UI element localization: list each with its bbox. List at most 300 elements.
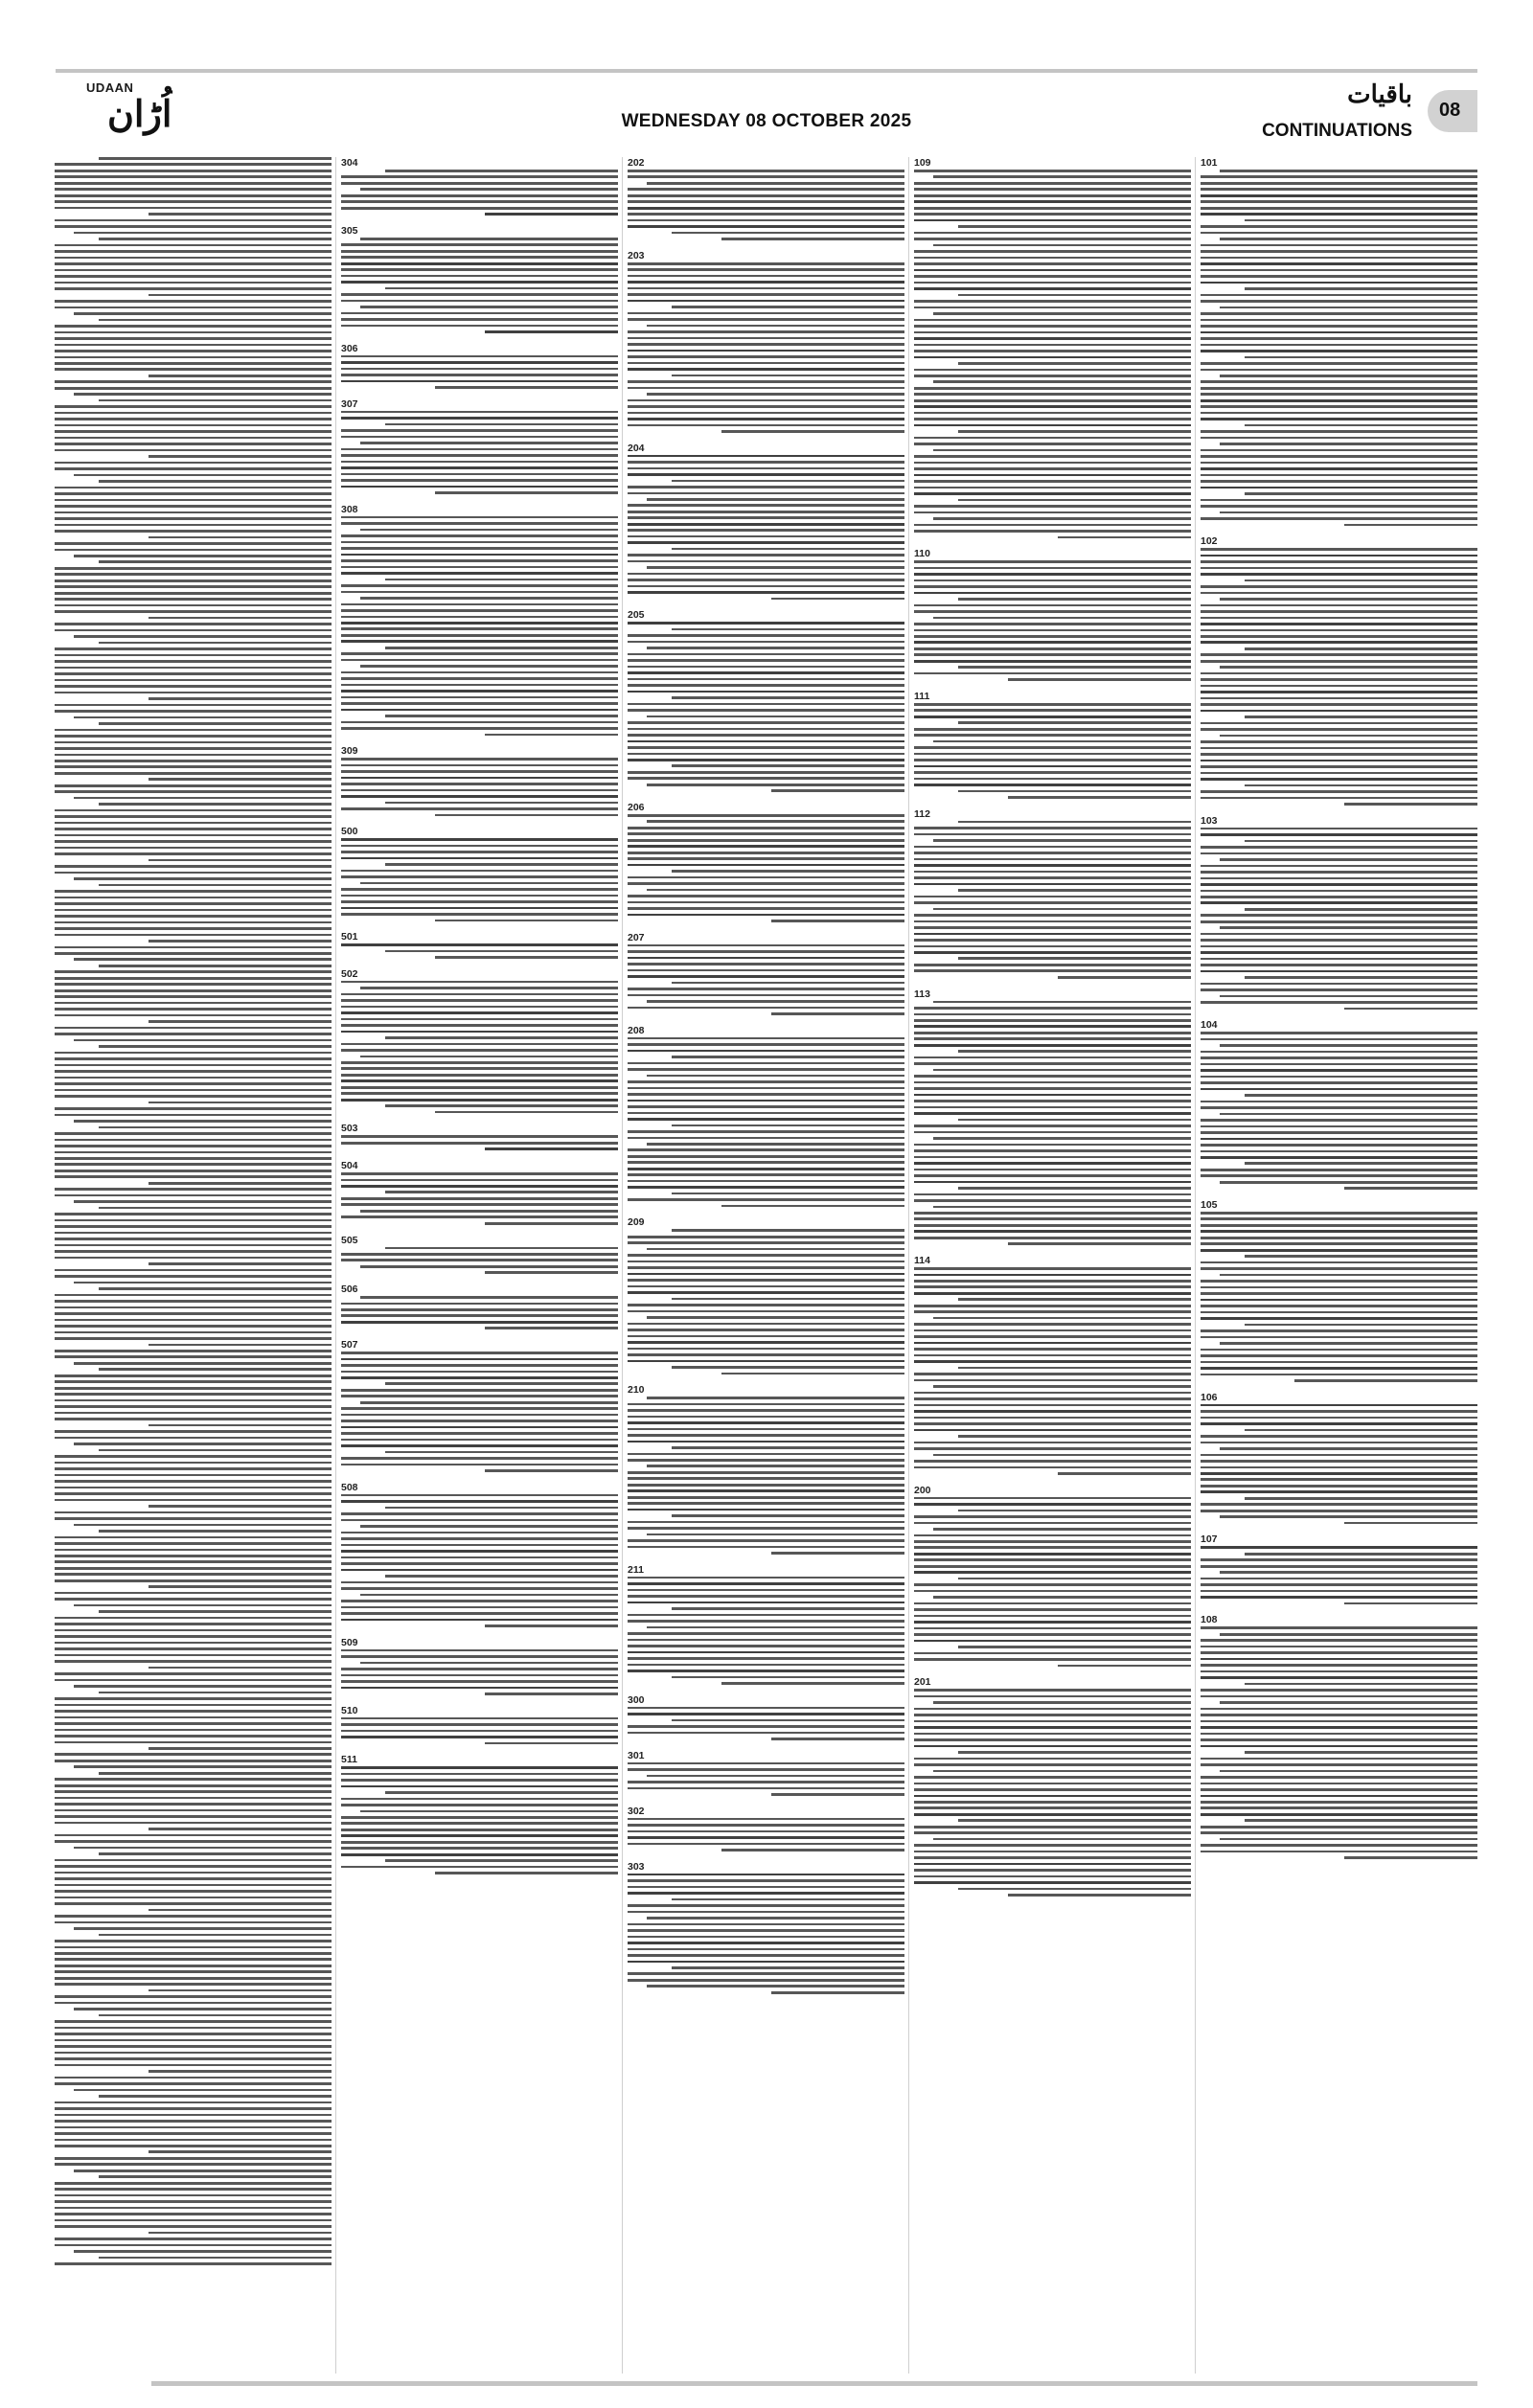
text-line (99, 2175, 332, 2178)
text-line (628, 207, 904, 210)
text-line (628, 1080, 904, 1083)
text-line (55, 840, 332, 843)
text-line (1201, 1038, 1477, 1041)
text-line (149, 1747, 332, 1750)
text-line (1201, 188, 1477, 191)
text-line (55, 2132, 332, 2135)
text-line (771, 1991, 904, 1994)
text-line (1201, 1063, 1477, 1066)
continuation-item (914, 988, 1191, 1245)
text-line (933, 449, 1191, 452)
text-line (1201, 462, 1477, 465)
text-line (1245, 1255, 1477, 1258)
text-line (1201, 760, 1477, 762)
text-line (914, 1230, 1191, 1233)
text-line (99, 1852, 332, 1855)
text-line (914, 1217, 1191, 1220)
continuation-item (914, 1485, 1191, 1668)
text-line (341, 1457, 618, 1460)
text-line (914, 1310, 1191, 1313)
text-line (628, 1954, 904, 1957)
text-line (55, 530, 332, 533)
text-line (55, 573, 332, 576)
urdu-text-block (628, 622, 904, 792)
text-line (628, 1582, 904, 1585)
text-line (628, 1657, 904, 1660)
text-line (341, 256, 618, 259)
text-line (55, 729, 332, 732)
text-line (55, 517, 332, 520)
text-line (341, 838, 618, 841)
text-line (341, 1532, 618, 1534)
text-line (1245, 579, 1477, 582)
continuation-number: 201 (914, 1676, 931, 1689)
text-line (341, 1308, 618, 1311)
text-line (74, 312, 332, 315)
text-line (914, 1615, 1191, 1618)
continuation-number: 301 (628, 1749, 645, 1761)
continuation-item (1201, 1019, 1477, 1190)
text-line (55, 1722, 332, 1725)
text-line (99, 1126, 332, 1129)
text-line (914, 1826, 1191, 1829)
text-line (914, 1738, 1191, 1741)
text-line (55, 834, 332, 837)
text-line (74, 716, 332, 719)
text-line (914, 194, 1191, 197)
text-line (1245, 1497, 1477, 1500)
text-line (341, 1049, 618, 1052)
text-line (55, 1250, 332, 1253)
text-line (628, 1732, 904, 1735)
text-line (1201, 1101, 1477, 1103)
text-line (1201, 1174, 1477, 1177)
text-line (628, 1273, 904, 1276)
continuation-number: 300 (628, 1693, 645, 1706)
continuation-number: 107 (1201, 1533, 1218, 1546)
text-line (55, 300, 332, 303)
urdu-text-block (628, 455, 904, 601)
text-line (628, 1155, 904, 1158)
text-line (1008, 678, 1191, 681)
text-line (628, 1050, 904, 1053)
text-line (914, 1267, 1191, 1270)
text-line (360, 987, 618, 989)
text-line (628, 753, 904, 756)
text-line (628, 424, 904, 427)
text-line (55, 1983, 332, 1986)
text-line (914, 833, 1191, 836)
text-line (55, 2101, 332, 2104)
continuation-number: 208 (628, 1024, 645, 1036)
text-line (672, 375, 904, 377)
text-line (341, 591, 618, 594)
text-line (1201, 380, 1477, 383)
text-line (628, 1886, 904, 1889)
text-line (914, 1881, 1191, 1884)
text-line (55, 790, 332, 793)
text-line (914, 1037, 1191, 1040)
text-line (1201, 1138, 1477, 1141)
text-line (914, 1124, 1191, 1127)
text-line (914, 629, 1191, 632)
text-line (1201, 175, 1477, 178)
text-line (55, 462, 332, 465)
text-line (914, 1447, 1191, 1450)
text-line (914, 524, 1191, 527)
text-line (914, 207, 1191, 210)
text-line (914, 1156, 1191, 1159)
text-line (628, 678, 904, 681)
text-line (55, 207, 332, 210)
text-line (341, 727, 618, 730)
text-line (74, 958, 332, 961)
text-line (1245, 287, 1477, 290)
text-line (914, 560, 1191, 563)
text-line (647, 498, 904, 501)
text-line (341, 1581, 618, 1584)
text-line (1201, 1056, 1477, 1059)
text-line (647, 1143, 904, 1146)
text-line (55, 2039, 332, 2042)
text-line (628, 1972, 904, 1975)
text-line (99, 2095, 332, 2098)
text-line (914, 418, 1191, 420)
text-line (721, 1849, 904, 1851)
text-line (55, 1560, 332, 1563)
text-line (914, 262, 1191, 265)
text-line (958, 362, 1191, 365)
text-line (341, 1259, 618, 1261)
text-line (1201, 1217, 1477, 1220)
text-line (914, 1280, 1191, 1283)
text-line (435, 386, 618, 389)
text-line (1201, 1758, 1477, 1761)
text-line (914, 1106, 1191, 1109)
text-line (628, 1148, 904, 1151)
text-line (385, 863, 618, 866)
text-line (914, 480, 1191, 483)
text-line (360, 1056, 618, 1058)
text-line (55, 1467, 332, 1470)
text-line (914, 1329, 1191, 1332)
text-line (958, 598, 1191, 601)
text-line (1201, 641, 1477, 644)
text-line (99, 1368, 332, 1371)
text-line (958, 1050, 1191, 1053)
text-line (628, 523, 904, 526)
continuation-number: 103 (1201, 814, 1218, 827)
text-line (341, 709, 618, 712)
text-line (933, 244, 1191, 247)
text-line (914, 1851, 1191, 1853)
text-line (914, 1553, 1191, 1556)
continuation-item (1201, 1533, 1477, 1604)
urdu-text-block (628, 1762, 904, 1796)
text-line (1220, 666, 1477, 669)
text-line (1201, 772, 1477, 775)
text-line (1201, 728, 1477, 731)
text-line (914, 393, 1191, 396)
text-line (1058, 1472, 1191, 1475)
continuation-number: 110 (914, 548, 930, 560)
text-line (914, 728, 1191, 731)
text-line (55, 1145, 332, 1147)
text-line (149, 1909, 332, 1912)
text-line (647, 889, 904, 892)
text-line (55, 344, 332, 347)
text-line (1201, 362, 1477, 365)
text-line (914, 1422, 1191, 1425)
text-line (55, 430, 332, 433)
text-line (628, 1279, 904, 1282)
text-line (914, 1758, 1191, 1761)
text-line (149, 1667, 332, 1670)
text-line (1201, 1081, 1477, 1084)
text-line (55, 1970, 332, 1973)
text-line (55, 1337, 332, 1340)
text-line (55, 921, 332, 924)
text-line (341, 1562, 618, 1565)
text-line (55, 262, 332, 265)
text-line (628, 1577, 904, 1579)
text-line (914, 350, 1191, 352)
text-line (672, 1366, 904, 1369)
text-line (914, 1417, 1191, 1420)
text-line (1201, 480, 1477, 483)
urdu-text-block (628, 262, 904, 433)
continuation-number: 108 (1201, 1614, 1218, 1626)
text-line (341, 1092, 618, 1095)
continuation-item (628, 1384, 904, 1555)
text-line (1201, 883, 1477, 886)
text-line (149, 2232, 332, 2235)
text-line (341, 622, 618, 625)
text-line (1201, 1695, 1477, 1698)
text-line (1201, 1806, 1477, 1809)
text-line (341, 1766, 618, 1769)
text-line (55, 1542, 332, 1545)
text-line (628, 777, 904, 780)
text-line (55, 1219, 332, 1222)
text-line (55, 1697, 332, 1700)
text-line (958, 721, 1191, 724)
text-line (958, 889, 1191, 892)
text-line (628, 1620, 904, 1623)
text-line (485, 1271, 618, 1274)
text-line (341, 516, 618, 519)
text-line (55, 1642, 332, 1645)
text-line (914, 1720, 1191, 1723)
text-line (914, 647, 1191, 650)
continuation-number: 202 (628, 157, 645, 169)
text-line (55, 977, 332, 980)
text-line (1201, 765, 1477, 768)
text-line (55, 1921, 332, 1924)
text-line (914, 1658, 1191, 1661)
text-line (914, 188, 1191, 191)
text-line (55, 1114, 332, 1117)
text-line (914, 1174, 1191, 1177)
text-line (55, 467, 332, 470)
text-line (628, 1112, 904, 1115)
text-line (914, 1410, 1191, 1413)
text-line (628, 467, 904, 470)
continuation-number: 506 (341, 1284, 358, 1296)
text-line (914, 1274, 1191, 1277)
text-line (1201, 970, 1477, 973)
text-line (55, 1499, 332, 1502)
text-line (1201, 828, 1477, 830)
text-line (341, 870, 618, 873)
text-line (1201, 430, 1477, 433)
text-line (672, 628, 904, 631)
text-line (914, 170, 1191, 172)
text-line (55, 1082, 332, 1085)
text-line (55, 1275, 332, 1278)
text-line (1201, 1224, 1477, 1227)
text-line (341, 1804, 618, 1806)
urdu-text-block (1201, 1404, 1477, 1525)
text-line (341, 281, 618, 284)
urdu-text-block (628, 1037, 904, 1208)
text-line (99, 480, 332, 483)
text-line (99, 2014, 332, 2017)
text-line (1344, 1522, 1477, 1525)
text-line (341, 1834, 618, 1837)
text-line (55, 2200, 332, 2203)
text-line (341, 584, 618, 587)
text-line (628, 573, 904, 576)
text-line (1201, 275, 1477, 278)
text-line (55, 282, 332, 284)
text-line (99, 2257, 332, 2260)
text-line (360, 1210, 618, 1213)
text-line (628, 188, 904, 191)
text-line (360, 529, 618, 532)
text-line (55, 1387, 332, 1390)
text-line (55, 356, 332, 359)
text-line (341, 417, 618, 420)
text-line (628, 895, 904, 897)
text-line (341, 1185, 618, 1188)
text-line (55, 424, 332, 427)
text-line (672, 1193, 904, 1195)
text-line (149, 536, 332, 539)
text-line (914, 604, 1191, 607)
text-line (341, 262, 618, 265)
text-line (55, 1834, 332, 1837)
text-line (628, 721, 904, 724)
page-number: 08 (1439, 100, 1461, 121)
text-line (914, 945, 1191, 948)
continuation-number: 306 (341, 342, 358, 354)
text-line (55, 2207, 332, 2210)
text-line (628, 1087, 904, 1090)
text-line (672, 232, 904, 235)
text-line (1201, 1169, 1477, 1171)
text-line (628, 1670, 904, 1672)
text-line (933, 1385, 1191, 1388)
text-line (341, 1352, 618, 1354)
text-line (341, 999, 618, 1002)
text-line (1201, 487, 1477, 489)
text-line (74, 1847, 332, 1850)
text-line (149, 1828, 332, 1830)
text-line (341, 1587, 618, 1590)
text-line (647, 1075, 904, 1078)
continuation-item (914, 1676, 1191, 1897)
text-line (74, 2008, 332, 2010)
text-line (1201, 1088, 1477, 1091)
column-divider (335, 157, 336, 2374)
text-line (55, 2182, 332, 2185)
text-line (55, 1008, 332, 1011)
text-line (1201, 344, 1477, 347)
text-line (1201, 1590, 1477, 1593)
continuation-number: 500 (341, 826, 358, 838)
text-line (55, 604, 332, 607)
text-line (55, 1940, 332, 1942)
text-line (958, 1119, 1191, 1122)
text-line (914, 1007, 1191, 1010)
text-line (628, 1836, 904, 1839)
text-line (628, 734, 904, 737)
text-line (628, 1929, 904, 1932)
text-line (1201, 1783, 1477, 1785)
text-line (55, 1778, 332, 1781)
urdu-text-block (341, 943, 618, 959)
text-line (341, 1841, 618, 1844)
urdu-text-block (1201, 1626, 1477, 1859)
text-line (341, 795, 618, 798)
text-line (1201, 722, 1477, 725)
text-line (1201, 1230, 1477, 1233)
text-line (55, 1294, 332, 1297)
text-line (1201, 455, 1477, 458)
text-line (914, 443, 1191, 445)
text-line (341, 268, 618, 271)
text-line (628, 262, 904, 265)
text-line (360, 1296, 618, 1299)
text-line (341, 609, 618, 612)
text-line (1220, 1838, 1477, 1841)
text-line (341, 1512, 618, 1515)
text-line (1344, 524, 1477, 527)
text-line (1201, 331, 1477, 334)
text-line (55, 331, 332, 334)
text-line (1201, 1106, 1477, 1109)
text-line (341, 486, 618, 488)
text-line (341, 436, 618, 439)
text-line (1344, 803, 1477, 806)
text-line (341, 857, 618, 860)
text-line (1201, 262, 1477, 265)
continuation-number: 104 (1201, 1019, 1218, 1032)
urdu-text-block (341, 838, 618, 921)
text-line (1245, 1683, 1477, 1686)
text-line (914, 784, 1191, 786)
continuation-number: 210 (628, 1384, 645, 1397)
text-line (55, 412, 332, 415)
text-line (99, 157, 332, 160)
text-line (628, 1353, 904, 1356)
text-line (914, 939, 1191, 942)
text-line (914, 1323, 1191, 1326)
text-line (628, 293, 904, 296)
text-line (1201, 901, 1477, 904)
text-line (628, 287, 904, 290)
